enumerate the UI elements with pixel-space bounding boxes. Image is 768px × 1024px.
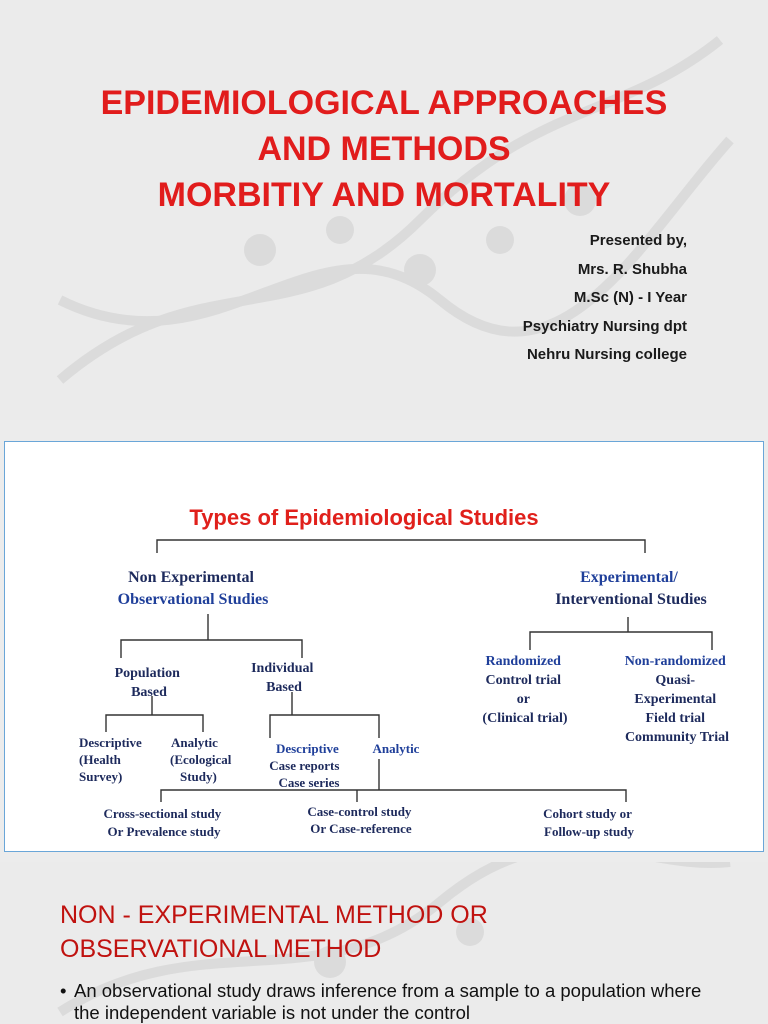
cohort-node xyxy=(543,806,635,839)
node-line: Based xyxy=(131,685,167,700)
slide-title xyxy=(40,80,728,218)
node-line: Cross-sectional study xyxy=(103,806,222,821)
epidemiological-studies-diagram xyxy=(21,473,765,853)
individual-descriptive-node xyxy=(269,741,342,790)
heading-line: Observational Studies xyxy=(117,591,269,608)
presenter-name: Mrs. R. Shubha xyxy=(577,260,687,278)
title-line: AND METHODS xyxy=(257,130,511,168)
diagram-title: Types of Epidemiological Studies xyxy=(189,505,539,530)
node-line: (Clinical trial) xyxy=(482,711,568,726)
node-line: Cohort study or xyxy=(543,806,632,821)
node-line: Analytic xyxy=(171,735,218,750)
node-line: Experimental xyxy=(634,692,717,707)
non-randomized-trial-node xyxy=(625,654,730,745)
heading-line: Experimental/ xyxy=(580,569,678,586)
population-descriptive-node xyxy=(79,735,145,784)
node-line: Descriptive xyxy=(79,735,142,750)
bullet-item xyxy=(60,980,720,1024)
presenter-block xyxy=(523,227,687,370)
node-line: Population xyxy=(114,666,180,681)
section-heading xyxy=(60,898,720,966)
presenter-line: Presented by, xyxy=(589,232,687,249)
node-line: Study) xyxy=(180,769,217,784)
presenter-degree: M.Sc (N) - I Year xyxy=(573,289,687,306)
presenter-department: Psychiatry Nursing dpt xyxy=(522,317,687,335)
non-experimental-heading xyxy=(118,569,269,608)
heading-line: Interventional Studies xyxy=(555,591,707,608)
node-line: Descriptive xyxy=(275,741,339,756)
title-line: EPIDEMIOLOGICAL APPROACHES xyxy=(100,84,668,122)
node-line: Individual xyxy=(251,661,314,676)
heading-line: OBSERVATIONAL METHOD xyxy=(60,935,382,963)
case-control-node xyxy=(307,804,414,836)
randomized-trial-node xyxy=(482,654,567,726)
node-line: Case series xyxy=(278,775,340,790)
heading-line: NON - EXPERIMENTAL METHOD OR xyxy=(60,901,488,929)
node-line: (Health xyxy=(79,752,121,767)
bullet-text: An observational study draws inference from a sample to a population where the independent variable is not under the control xyxy=(74,980,702,1023)
heading-line: Non Experimental xyxy=(128,569,254,586)
node-line: Field trial xyxy=(645,711,705,726)
presenter-college: Nehru Nursing college xyxy=(526,346,687,363)
node-line: Case reports xyxy=(269,758,340,773)
population-based-node xyxy=(115,666,184,700)
cross-sectional-node xyxy=(103,806,224,839)
diagram-slide xyxy=(4,441,764,852)
population-analytic-node xyxy=(170,735,235,784)
experimental-heading xyxy=(555,569,707,608)
node-line: (Ecological xyxy=(170,752,232,767)
node-line: Case-control study xyxy=(307,804,412,819)
node-line: or xyxy=(516,692,530,707)
title-slide xyxy=(0,0,768,420)
node-line: Control trial xyxy=(485,673,562,688)
node-line: Quasi- xyxy=(655,673,696,688)
node-line: Follow-up study xyxy=(544,824,634,839)
node-line: Non-randomized xyxy=(624,654,726,669)
node-line: Community Trial xyxy=(624,730,730,745)
title-line: MORBITIY AND MORTALITY xyxy=(157,176,611,214)
node-line: Survey) xyxy=(79,769,123,784)
node-line: Based xyxy=(266,680,302,695)
content-slide xyxy=(0,862,768,1024)
node-line: Or Prevalence study xyxy=(107,824,221,839)
node-line: Randomized xyxy=(485,654,561,669)
individual-analytic-node: Analytic xyxy=(372,741,420,756)
individual-based-node xyxy=(251,661,317,695)
bullet-marker: • xyxy=(60,980,67,1001)
node-line: Or Case-reference xyxy=(310,821,412,836)
